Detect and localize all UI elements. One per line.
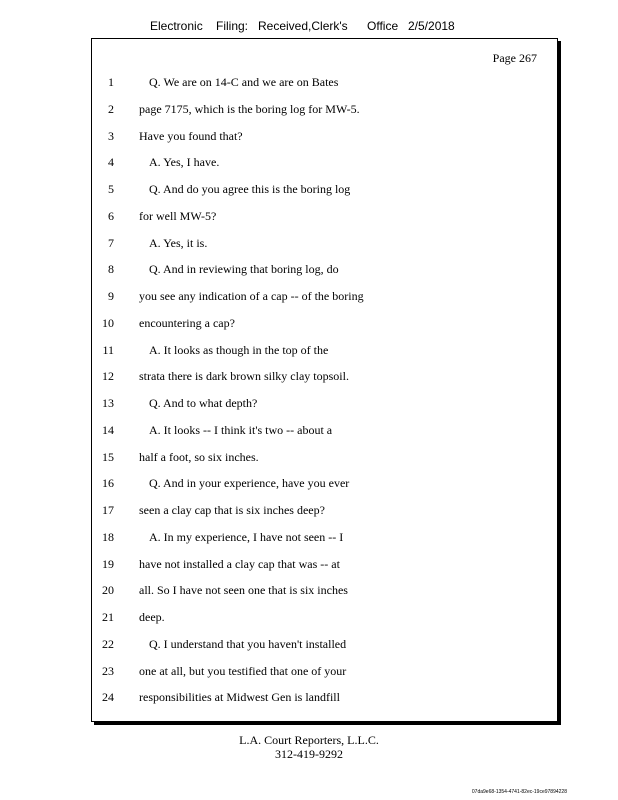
transcript-line <box>92 444 557 470</box>
line-number: 22 <box>102 636 114 651</box>
line-text: Q. We are on 14-C and we are on Bates <box>149 75 339 89</box>
line-number: 13 <box>102 396 114 410</box>
line-number: 21 <box>102 610 114 624</box>
line-number: 8 <box>108 262 114 277</box>
header-office: Office <box>367 19 399 33</box>
line-number: 24 <box>102 690 114 705</box>
line-text: one at all, but you testified that one of your <box>139 663 347 678</box>
line-text: have not installed a clay cap that was -- at <box>139 556 340 571</box>
transcript-line <box>92 230 557 256</box>
transcript-line <box>92 577 557 603</box>
transcript-line <box>92 310 557 336</box>
transcript-line <box>92 149 557 175</box>
transcript-line <box>92 363 557 389</box>
line-number: 5 <box>108 182 114 196</box>
page-number: Page 267 <box>492 51 537 65</box>
line-text: Q. And do you agree this is the boring log <box>149 182 351 196</box>
header-received: Received,Clerk's <box>258 19 348 33</box>
line-number: 1 <box>108 75 114 89</box>
line-text: A. Yes, I have. <box>149 155 220 170</box>
line-text: A. It looks -- I think it's two -- about a <box>149 422 333 437</box>
line-text: Q. And in your experience, have you ever <box>149 476 350 491</box>
line-text: encountering a cap? <box>139 315 235 330</box>
line-number: 19 <box>102 556 114 571</box>
line-number: 20 <box>102 583 114 598</box>
line-text: Q. I understand that you haven't installed <box>149 636 347 651</box>
transcript-line <box>92 417 557 443</box>
line-number: 11 <box>102 342 114 357</box>
line-number: 4 <box>108 155 114 170</box>
transcript-line <box>92 176 557 202</box>
transcript-line <box>92 524 557 550</box>
line-number: 10 <box>102 315 114 330</box>
line-number: 7 <box>108 235 114 250</box>
document-hash: 07da9e68-1354-4741-82ec-19ce97894228 <box>471 789 567 795</box>
line-text: A. It looks as though in the top of the <box>149 342 329 357</box>
line-text: page 7175, which is the boring log for MW-5. <box>139 101 360 116</box>
line-text: for well MW-5? <box>139 208 217 223</box>
line-text: half a foot, so six inches. <box>139 449 259 464</box>
line-number: 15 <box>102 449 114 464</box>
line-number: 12 <box>102 369 114 384</box>
line-number: 16 <box>102 476 114 491</box>
transcript-line <box>92 604 557 630</box>
transcript-line <box>92 497 557 523</box>
transcript-line <box>92 390 557 416</box>
header-filing: Filing: <box>216 19 249 33</box>
line-text: Q. And to what depth? <box>149 396 258 410</box>
line-text: seen a clay cap that is six inches deep? <box>139 503 325 517</box>
line-number: 14 <box>102 422 114 437</box>
transcript-line <box>92 551 557 577</box>
line-number: 9 <box>108 289 114 303</box>
line-number: 3 <box>108 128 114 143</box>
line-text: strata there is dark brown silky clay topsoil. <box>139 369 349 384</box>
transcript-line <box>92 283 557 309</box>
line-number: 17 <box>102 503 114 517</box>
line-text: deep. <box>139 610 165 624</box>
transcript-line <box>92 684 557 710</box>
line-number: 2 <box>108 101 114 116</box>
footer-company: L.A. Court Reporters, L.L.C. <box>239 733 379 747</box>
transcript-line <box>92 256 557 282</box>
footer-phone: 312-419-9292 <box>275 747 343 761</box>
line-number: 18 <box>102 529 114 544</box>
line-text: all. So I have not seen one that is six inches <box>139 583 348 598</box>
transcript-line <box>92 337 557 363</box>
transcript-line <box>92 470 557 496</box>
line-number: 6 <box>108 208 114 223</box>
transcript-line <box>92 658 557 684</box>
line-text: A. In my experience, I have not seen -- I <box>149 529 344 544</box>
header-electronic: Electronic <box>150 19 203 33</box>
transcript-line <box>92 123 557 149</box>
line-number: 23 <box>102 663 114 678</box>
line-text: responsibilities at Midwest Gen is landfill <box>139 690 340 705</box>
line-text: you see any indication of a cap -- of the boring <box>139 289 364 303</box>
transcript-line <box>92 96 557 122</box>
line-text: Q. And in reviewing that boring log, do <box>149 262 339 277</box>
transcript-line <box>92 631 557 657</box>
header-date: 2/5/2018 <box>408 19 455 33</box>
line-text: Have you found that? <box>139 128 243 143</box>
transcript-line <box>92 69 557 95</box>
line-text: A. Yes, it is. <box>149 235 208 250</box>
transcript-page <box>91 38 558 722</box>
transcript-line <box>92 203 557 229</box>
